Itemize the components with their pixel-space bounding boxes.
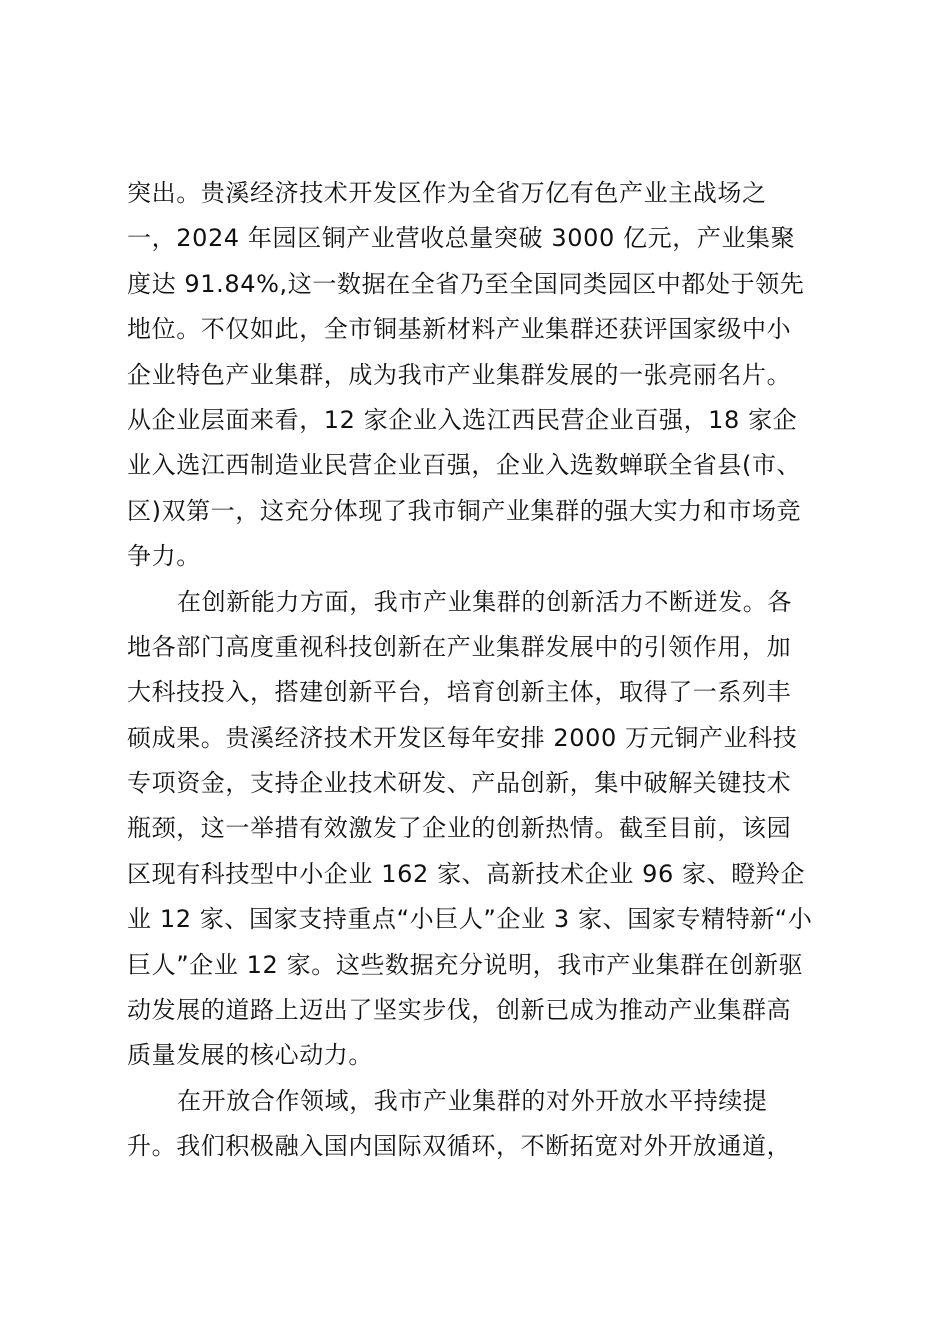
text-line: 巨人”企业 12 家。这些数据充分说明，我市产业集群在创新驱 xyxy=(127,950,804,979)
text-line: 在创新能力方面，我市产业集群的创新活力不断迸发。各 xyxy=(177,587,792,616)
text-line: 专项资金，支持企业技术研发、产品创新，集中破解关键技术 xyxy=(127,769,792,798)
text-line: 区)双第一，这充分体现了我市铜产业集群的强大实力和市场竞 xyxy=(127,496,802,525)
text-line: 大科技投入，搭建创新平台，培育创新主体，取得了一系列丰 xyxy=(127,678,792,707)
text-line: 争力。 xyxy=(127,542,201,571)
text-line: 地位。不仅如此，全市铜基新材料产业集群还获评国家级中小 xyxy=(127,315,792,344)
body-text xyxy=(127,171,827,1170)
text-line: 企业特色产业集群，成为我市产业集群发展的一张亮丽名片。 xyxy=(127,360,792,389)
text-line: 地各部门高度重视科技创新在产业集群发展中的引领作用，加 xyxy=(127,632,792,661)
text-line: 质量发展的核心动力。 xyxy=(127,1041,373,1070)
text-line: 度达 91.84%,这一数据在全省乃至全国同类园区中都处于领先 xyxy=(127,269,805,298)
text-line: 硕成果。贵溪经济技术开发区每年安排 2000 万元铜产业科技 xyxy=(127,723,798,752)
text-line: 瓶颈，这一举措有效激发了企业的创新热情。截至目前，该园 xyxy=(127,814,792,843)
text-line: 业入选江西制造业民营企业百强，企业入选数蝉联全省县(市、 xyxy=(127,451,802,480)
text-line: 突出。贵溪经济技术开发区作为全省万亿有色产业主战场之 xyxy=(127,179,767,207)
text-line: 在开放合作领域，我市产业集群的对外开放水平持续提 xyxy=(177,1086,768,1115)
text-line: 区现有科技型中小企业 162 家、高新技术企业 96 家、瞪羚企 xyxy=(127,859,806,888)
text-line: 业 12 家、国家支持重点“小巨人”企业 3 家、国家专精特新“小 xyxy=(127,905,813,934)
text-line: 升。我们积极融入国内国际双循环，不断拓宽对外开放通道， xyxy=(127,1132,792,1161)
text-line: 从企业层面来看，12 家企业入选江西民营企业百强，18 家企 xyxy=(127,405,798,434)
text-line: 一，2024 年园区铜产业营收总量突破 3000 亿元，产业集聚 xyxy=(127,224,796,253)
text-line: 动发展的道路上迈出了坚实步伐，创新已成为推动产业集群高 xyxy=(127,996,792,1025)
